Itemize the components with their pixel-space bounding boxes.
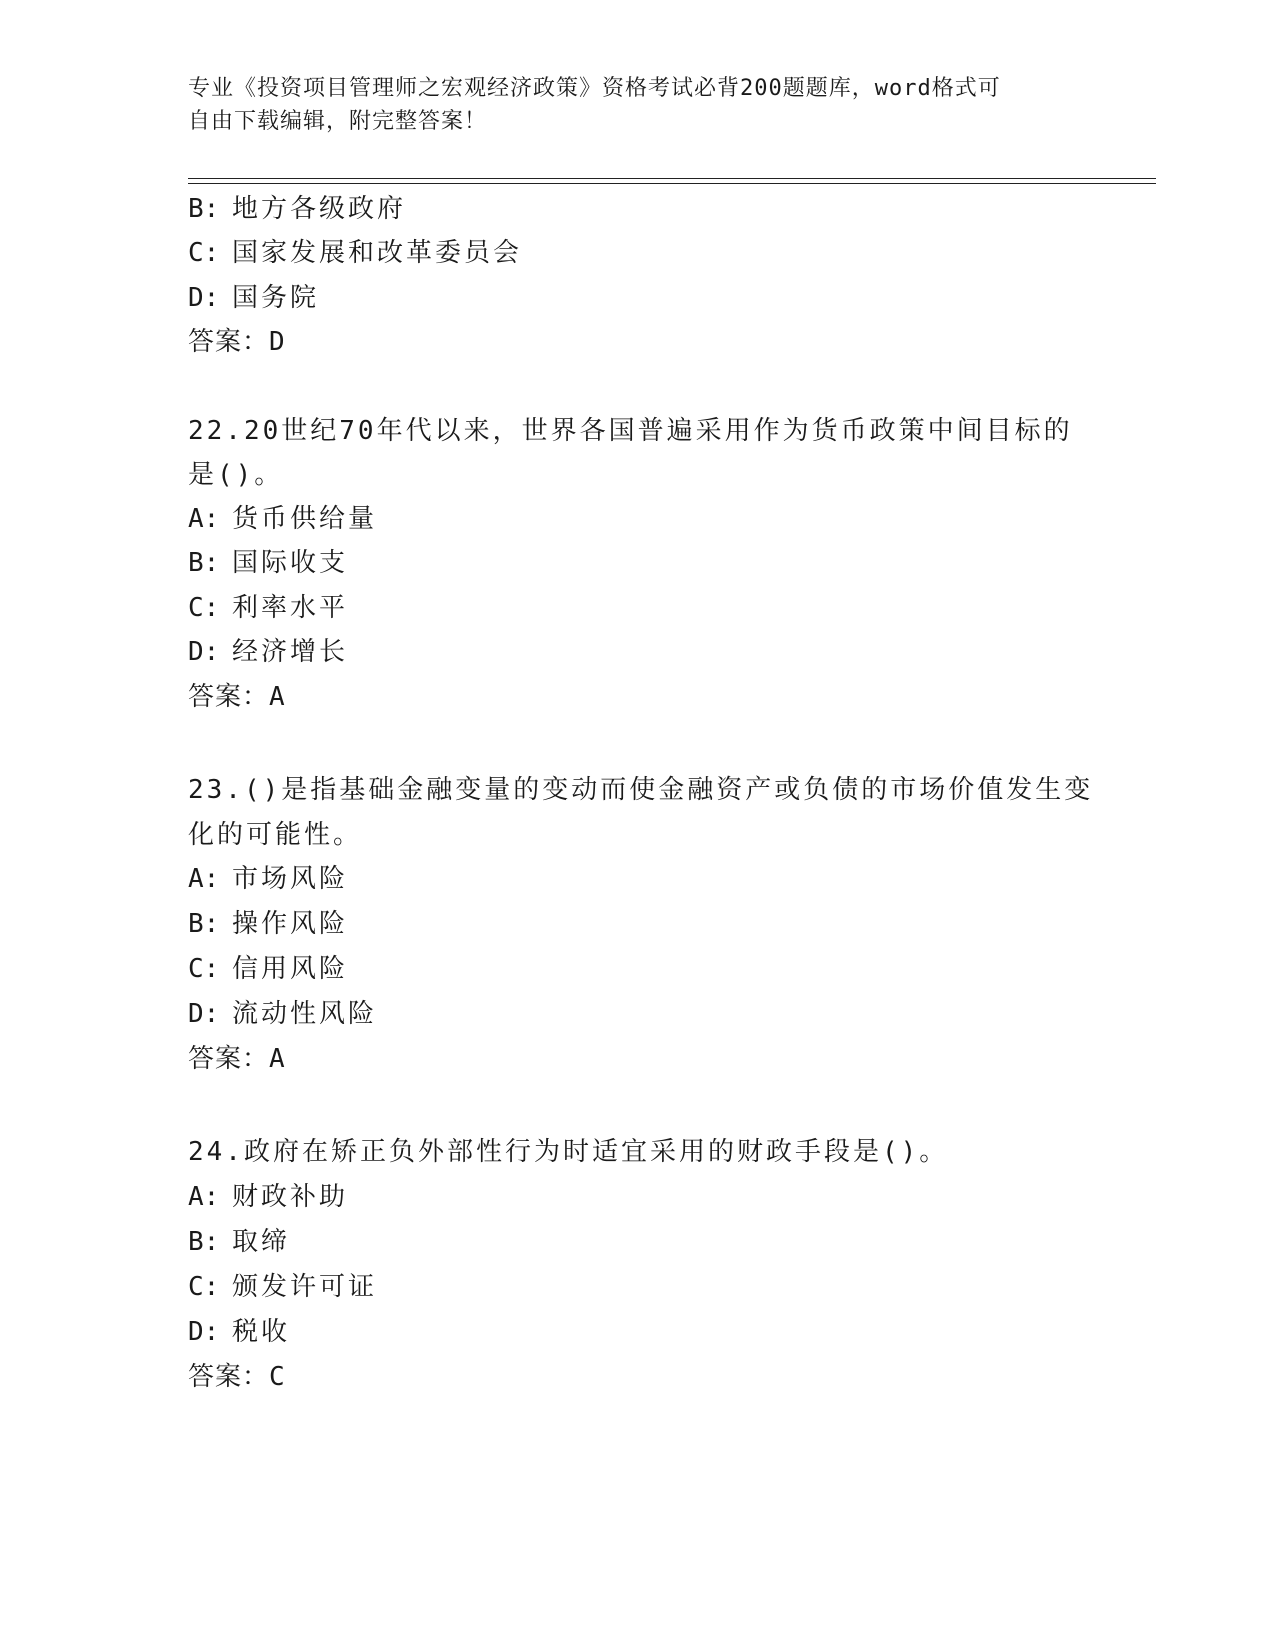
option-letter: C: xyxy=(188,954,220,984)
option-letter: D: xyxy=(188,999,220,1029)
option-letter: A: xyxy=(188,504,220,534)
option-letter: D: xyxy=(188,637,220,667)
option-letter: B: xyxy=(188,194,220,224)
q22-stem-line-1: 22.20世纪70年代以来，世界各国普遍采用作为货币政策中间目标的 xyxy=(188,416,1073,446)
q22-answer: 答案：A xyxy=(188,682,286,712)
q23-option-b xyxy=(188,907,348,941)
q24-option-a xyxy=(188,1180,348,1214)
q23-option-c xyxy=(188,952,348,986)
option-letter: B: xyxy=(188,1227,220,1257)
q24-stem-line-1: 24.政府在矫正负外部性行为时适宜采用的财政手段是()。 xyxy=(188,1137,949,1167)
option-letter: C: xyxy=(188,593,220,623)
q23-stem-line-1: 23.()是指基础金融变量的变动而使金融资产或负债的市场价值发生变 xyxy=(188,775,1094,805)
q23-answer: 答案：A xyxy=(188,1044,286,1074)
q21-option-c xyxy=(188,236,522,270)
option-text: 经济增长 xyxy=(232,637,349,667)
q23-option-d xyxy=(188,997,377,1031)
q24-answer: 答案：C xyxy=(188,1362,286,1392)
document-header xyxy=(188,72,1088,138)
header-divider-bottom xyxy=(188,183,1156,184)
q22-stem-line-2: 是()。 xyxy=(188,460,284,490)
option-letter: A: xyxy=(188,1182,220,1212)
option-letter: C: xyxy=(188,238,220,268)
q21-answer: 答案：D xyxy=(188,327,286,357)
q22-option-b xyxy=(188,546,348,580)
option-letter: A: xyxy=(188,864,220,894)
option-text: 地方各级政府 xyxy=(232,194,407,224)
q21-option-b xyxy=(188,192,406,226)
option-text: 利率水平 xyxy=(232,593,349,623)
option-letter: D: xyxy=(188,1317,220,1347)
header-divider-top xyxy=(188,178,1156,179)
q22-option-c xyxy=(188,591,348,625)
option-text: 财政补助 xyxy=(232,1182,349,1212)
option-text: 国务院 xyxy=(232,283,320,313)
option-letter: B: xyxy=(188,548,220,578)
option-text: 操作风险 xyxy=(232,909,349,939)
option-text: 国际收支 xyxy=(232,548,349,578)
header-line-2: 自由下载编辑，附完整答案！ xyxy=(188,109,488,134)
option-text: 货币供给量 xyxy=(232,504,378,534)
option-text: 取缔 xyxy=(232,1227,291,1257)
option-text: 颁发许可证 xyxy=(232,1272,378,1302)
option-letter: C: xyxy=(188,1272,220,1302)
q21-option-d xyxy=(188,281,319,315)
q23-stem-line-2: 化的可能性。 xyxy=(188,820,363,850)
option-text: 市场风险 xyxy=(232,864,349,894)
q24-option-c xyxy=(188,1270,377,1304)
q24-option-d xyxy=(188,1315,290,1349)
option-letter: B: xyxy=(188,909,220,939)
q22-option-d xyxy=(188,635,348,669)
header-line-1: 专业《投资项目管理师之宏观经济政策》资格考试必背200题题库，word格式可 xyxy=(188,76,1001,101)
option-text: 国家发展和改革委员会 xyxy=(232,238,523,268)
option-text: 信用风险 xyxy=(232,954,349,984)
option-letter: D: xyxy=(188,283,220,313)
q24-option-b xyxy=(188,1225,290,1259)
q22-option-a xyxy=(188,502,377,536)
option-text: 税收 xyxy=(232,1317,291,1347)
q23-option-a xyxy=(188,862,348,896)
option-text: 流动性风险 xyxy=(232,999,378,1029)
